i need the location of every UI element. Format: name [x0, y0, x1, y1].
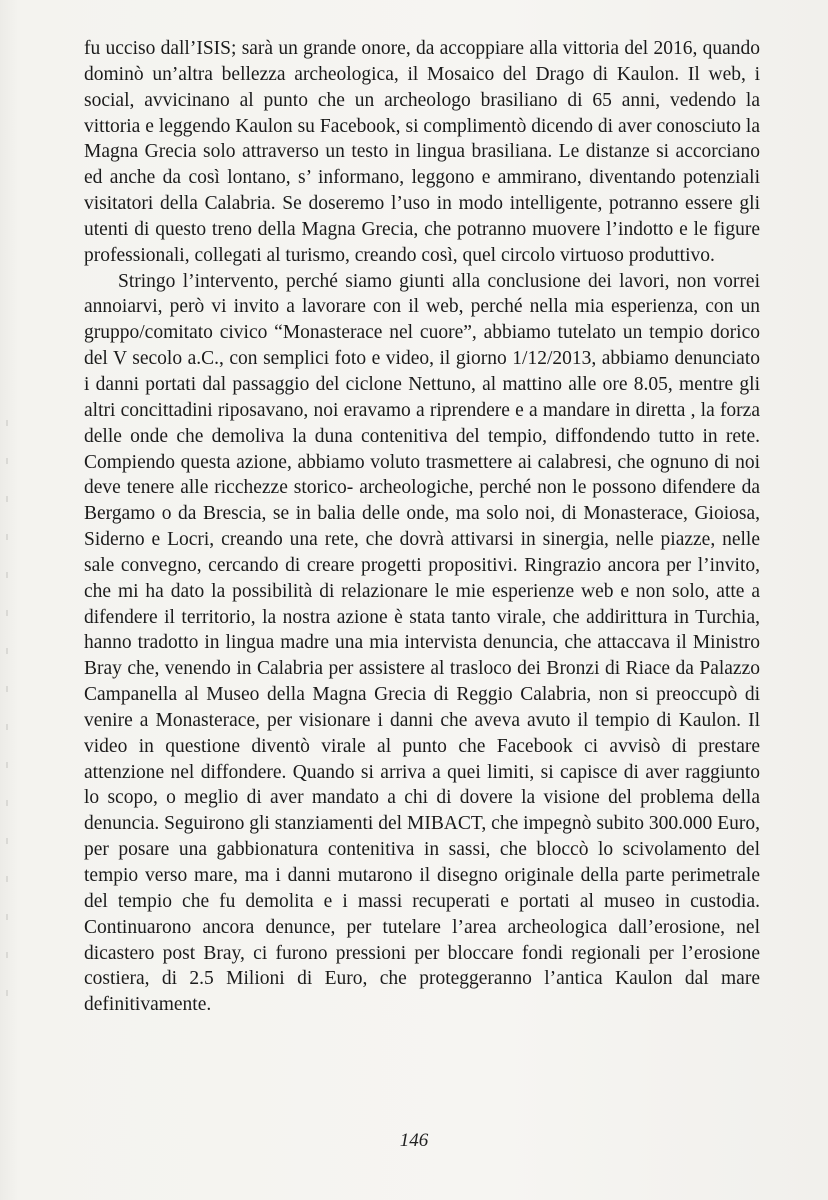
paragraph-main: Stringo l’intervento, perché siamo giunti alla conclusione dei lavori, non vorrei annoiarvi, però vi invito a lavorare con il web, perché nella mia esperienza, con un gruppo/comitato civico “Monasterace nel cuore”, abbiamo tutelato un tempio dorico del V secolo a.C., con semplici foto e video, il giorno 1/12/2013, abbiamo denunciato i danni portati dal passaggio del ciclone Nettuno, al mattino alle ore 8.05, mentre gli altri concittadini riposavano, noi eravamo a riprendere e a mandare in diretta , la forza delle onde che demoliva la duna contenitiva del tempio, diffondendo tutto in rete. Compiendo questa azione, abbiamo voluto trasmettere ai calabresi, che ognuno di noi deve tenere alle ricchezze storico- archeologiche, perché non le possono difendere da Bergamo o da Brescia, se in balia delle onde, ma solo noi, di Monasterace, Gioiosa, Siderno e Locri, creando una rete, che dovrà attivarsi in sinergia, nelle piazze, nelle sale convegno, cercando di creare progetti propositivi. Ringrazio ancora per l’invito, che mi ha dato la possibilità di relazionare le mie esperienze web e non solo, atte a difendere il territorio, la nostra azione è stata tanto virale, che addirittura in Turchia, hanno tradotto in lingua madre una mia intervista denuncia, che attaccava il Ministro Bray che, venendo in Calabria per assistere al trasloco dei Bronzi di Riace da Palazzo Campanella al Museo della Magna Grecia di Reggio Calabria, non si preoccupò di venire a Monasterace, per visionare i danni che aveva avuto il tempio di Kaulon. Il video in questione diventò virale al punto che Facebook ci avvisò di prestare attenzione nel diffondere. Quando si arriva a quei limiti, si capisce di aver raggiunto lo scopo, o meglio di aver mandato a chi di dovere la visione del problema della denuncia. Seguirono gli stanziamenti del MIBACT, che impegnò subito 300.000 Euro, per posare una gabbionatura contenitiva in sassi, che bloccò lo scivolamento del tempio verso mare, ma i danni mutarono il disegno originale della parte perimetrale del tempio che fu demolita e i massi recuperati e portati al museo in custodia. Continuarono ancora denunce, per tutelare l’area archeologica dall’erosione, nel dicastero post Bray, ci furono pressioni per bloccare fondi regionali per l’erosione costiera, di 2.5 Milioni di Euro, che proteggeranno l’antica Kaulon dal mare definitivamente. — [84, 270, 760, 1016]
page-margin-mark — [6, 420, 8, 1000]
page-number: 146 — [399, 1130, 429, 1151]
paragraph-continuation: fu ucciso dall’ISIS; sarà un grande onore, da accoppiare alla vittoria del 2016, quando dominò un’altra bellezza archeologica, il Mosaico del Drago di Kaulon. Il web, i social, avvicinano al punto che un archeologo brasiliano di 65 anni, vedendo la vittoria e leggendo Kaulon su Facebook, si complimentò dicendo di aver conosciuto la Magna Grecia solo attraverso un testo in lingua brasiliana. Le distanze si accorciano ed anche da così lontano, s’ informano, leggono e ammirano, diventando potenziali visitatori della Calabria. Se doseremo l’uso in modo intelligente, potranno essere gli utenti di questo treno della Magna Grecia, che potranno muovere l’indotto e le figure professionali, collegati al turismo, creando così, quel circolo virtuoso produttivo. — [84, 38, 760, 266]
body-text — [84, 36, 760, 1018]
